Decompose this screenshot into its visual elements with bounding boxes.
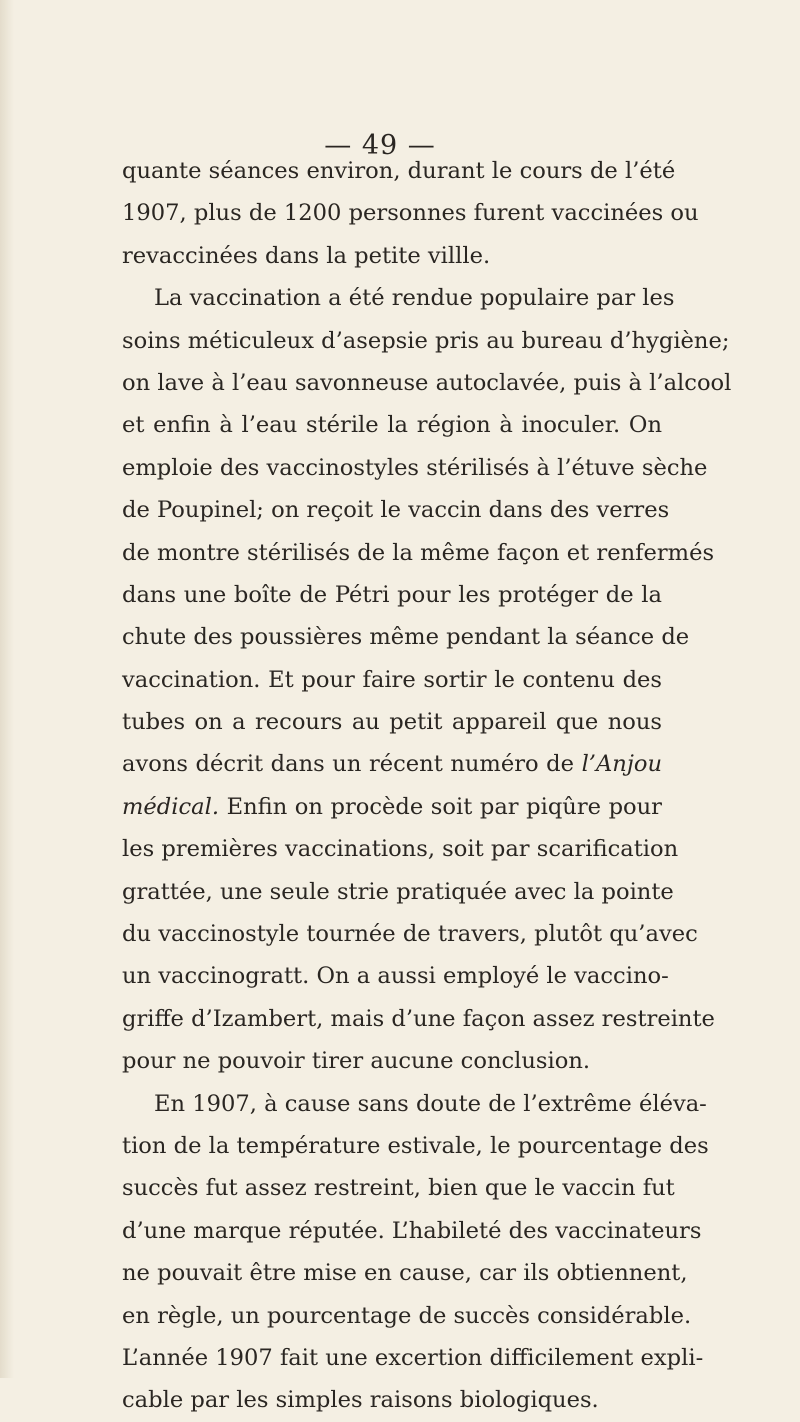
text-segment: un vaccinogratt. On a aussi employé le vaccino- [122,963,669,990]
text-line [122,701,662,743]
text-segment: vaccination. Et pour faire sortir le contenu des [122,666,662,693]
text-segment: tion de la température estivale, le pourcentage des [122,1132,709,1159]
body-text [122,150,732,1422]
text-segment: cable par les simples raisons biologiques. [122,1387,599,1414]
text-segment: les premières vaccinations, soit par scarification [122,836,679,863]
text-line [122,235,662,277]
page-number: — 49 — [324,130,436,161]
text-line [122,1337,704,1379]
text-segment: pour ne pouvoir tirer aucune conclusion. [122,1048,591,1075]
text-line [122,998,715,1040]
italic-text: l’Anjou [581,751,662,778]
text-line [122,743,662,785]
text-line [122,1167,675,1209]
text-line [122,913,698,955]
text-line [122,828,679,870]
text-segment: en règle, un pourcentage de succès considérable. [122,1302,692,1329]
page-edge [0,0,14,1378]
text-segment: 1907, plus de 1200 personnes furent vaccinées ou [122,200,699,227]
text-segment: et enfin à l’eau stérile la région à inoculer. On [122,412,662,439]
text-segment: Enfin on procède soit par piqûre pour [219,793,662,820]
text-segment: soins méticuleux d’asepsie pris au bureau d’hygiène; [122,327,730,354]
text-line [122,1295,692,1337]
text-line [122,150,676,192]
text-segment: quante séances environ, durant le cours de l’été [122,158,676,184]
text-segment: avons décrit dans un récent numéro de [122,751,582,778]
text-segment: En 1907, à cause sans doute de l’extrême éléva- [154,1090,707,1117]
text-line [122,955,669,997]
text-segment: revaccinées dans la petite villle. [122,242,491,269]
text-segment: grattée, une seule strie pratiquée avec la pointe [122,878,674,905]
text-line [122,192,699,234]
text-segment: La vaccination a été rendue populaire par les [154,285,675,312]
text-segment: du vaccinostyle tournée de travers, plutôt qu’avec [122,921,698,948]
text-line [122,1083,707,1125]
text-segment: L’année 1907 fait une excertion difficilement expli- [122,1344,704,1371]
italic-text: médical. [122,793,220,820]
text-line [122,362,732,404]
text-segment: succès fut assez restreint, bien que le vaccin fut [122,1175,675,1202]
text-segment: de Poupinel; on reçoit le vaccin dans des verres [122,497,670,524]
text-segment: dans une boîte de Pétri pour les protéger de la [122,581,662,608]
text-line [122,574,662,616]
text-line [122,1210,702,1252]
text-line [122,1379,662,1421]
text-line [122,659,662,701]
text-line [122,1252,688,1294]
text-segment: d’une marque réputée. L’habileté des vaccinateurs [122,1217,702,1244]
text-line [122,489,670,531]
text-segment: chute des poussières même pendant la séance de [122,624,690,651]
text-line [122,786,662,828]
text-line [122,404,662,446]
text-line [122,616,690,658]
text-segment: griffe d’Izambert, mais d’une façon assez restreinte [122,1005,715,1032]
text-segment: on lave à l’eau savonneuse autoclavée, puis à l’alcool [122,369,732,396]
text-line [122,277,675,319]
text-line [122,871,674,913]
text-segment: de montre stérilisés de la même façon et renfermés [122,539,715,566]
text-line [122,532,715,574]
text-line [122,320,730,362]
text-segment: ne pouvait être mise en cause, car ils obtiennent, [122,1260,688,1287]
text-line [122,1040,662,1082]
text-line [122,1125,709,1167]
text-segment: tubes on a recours au petit appareil que nous [122,709,662,736]
text-segment: emploie des vaccinostyles stérilisés à l’étuve sèche [122,454,708,481]
text-line [122,447,708,489]
